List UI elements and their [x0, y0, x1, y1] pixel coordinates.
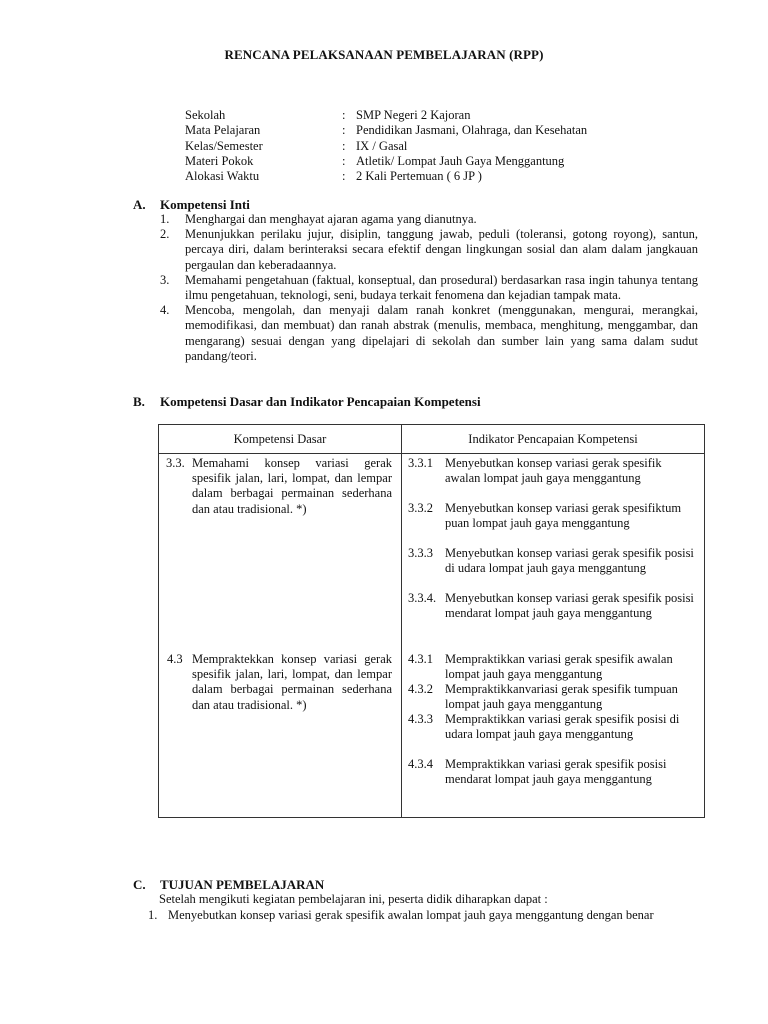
indicator-number: 3.3.4. [408, 591, 437, 605]
identity-colon: : [342, 108, 346, 122]
kompetensi-inti-list [160, 212, 698, 364]
identity-value: SMP Negeri 2 Kajoran [356, 108, 471, 122]
indicator-number: 4.3.4 [408, 757, 433, 771]
indicator-number: 3.3.1 [408, 456, 433, 470]
indicator-item [408, 591, 698, 621]
identity-label: Alokasi Waktu [185, 169, 260, 184]
kd-number: 3.3. [166, 456, 185, 470]
list-text: Mencoba, mengolah, dan menyaji dalam ranah konkret (menggunakan, mengurai, merangkai, memodifikasi, dan membuat) dan ranah abstrak (menulis, membaca, menghitung, menggambar, dan mengarang) sesuai dengan yang dipelajari di sekolah dan sumber lain yang sama dalam sudut pandang/teori. [185, 303, 698, 363]
identity-colon: : [342, 138, 346, 153]
table-header-kd: Kompetensi Dasar [159, 425, 402, 454]
section-title: Kompetensi Dasar dan Indikator Pencapaian Kompetensi [160, 394, 481, 409]
indicator-item [408, 652, 698, 682]
identity-row-mata-pelajaran [185, 123, 587, 138]
list-number: 2. [160, 227, 170, 242]
list-text: Memahami pengetahuan (faktual, konseptual, dan prosedural) berdasarkan rasa ingin tahunya tentang ilmu pengetahuan, teknologi, seni, budaya terkait fenomena dan kejadian tampak mata. [185, 272, 698, 303]
identity-value: Atletik/ Lompat Jauh Gaya Menggantung [356, 153, 565, 168]
list-text: Menyebutkan konsep variasi gerak spesifik awalan lompat jauh gaya menggantung dengan benar [168, 908, 654, 922]
identity-colon: : [342, 123, 346, 138]
indicator-text: Mempraktikkanvariasi gerak spesifik tumpuan lompat jauh gaya menggantung [445, 682, 678, 712]
kd-indicator-table [158, 424, 705, 818]
list-number: 4. [160, 303, 170, 318]
section-letter: A. [133, 197, 146, 212]
indicator-text: Menyebutkan konsep variasi gerak spesifik awalan lompat jauh gaya menggantung [445, 456, 662, 486]
kd-text: Mempraktekkan konsep variasi gerak spesifik jalan, lari, lompat, dan lempar dalam berbagai permainan sederhana dan atau tradisional. *) [192, 652, 392, 712]
identity-colon: : [342, 153, 346, 168]
list-number: 3. [160, 272, 170, 287]
identity-row-materi-pokok [185, 154, 587, 169]
identity-row-alokasi-waktu [185, 169, 587, 184]
indicator-text: Mempraktikkan variasi gerak spesifik posisi di udara lompat jauh gaya menggantung [445, 712, 680, 742]
indicator-item [408, 546, 698, 576]
indicator-item [408, 757, 698, 787]
list-number: 1. [160, 212, 170, 226]
indicator-item [408, 501, 698, 531]
indicator-item [408, 456, 698, 486]
identity-row-sekolah [185, 108, 587, 123]
indicator-text: Menyebutkan konsep variasi gerak spesifik posisi di udara lompat jauh gaya menggantung [445, 546, 694, 576]
section-a-heading [133, 197, 250, 213]
tujuan-item [148, 908, 708, 923]
identity-colon: : [342, 169, 346, 184]
identity-label: Materi Pokok [185, 153, 254, 168]
list-text: Menunjukkan perilaku jujur, disiplin, tanggung jawab, peduli (toleransi, gotong royong), santun, percaya diri, dalam berinteraksi secara efektif dengan lingkungan sosial dan alam dalam jangkauan pergaulan dan keberadaannya. [185, 227, 698, 272]
indicator-item [408, 712, 698, 742]
kd-cell [159, 454, 402, 818]
list-text: Menghargai dan menghayat ajaran agama yang dianutnya. [185, 212, 477, 226]
list-item [160, 227, 698, 273]
table-header-row [159, 425, 705, 454]
list-item [160, 303, 698, 364]
list-item [160, 273, 698, 303]
tujuan-intro: Setelah mengikuti kegiatan pembelajaran ini, peserta didik diharapkan dapat : [159, 892, 548, 906]
kd-item [166, 456, 392, 517]
list-item [160, 212, 698, 227]
indicator-text: Menyebutkan konsep variasi gerak spesifiktum puan lompat jauh gaya menggantung [445, 501, 682, 531]
identity-label: Mata Pelajaran [185, 123, 261, 138]
indicator-text: Mempraktikkan variasi gerak spesifik posisi mendarat lompat jauh gaya menggantung [445, 757, 667, 787]
document-title: RENCANA PELAKSANAAN PEMBELAJARAN (RPP) [224, 47, 544, 62]
section-title: TUJUAN PEMBELAJARAN [160, 877, 325, 892]
indicator-number: 4.3.3 [408, 712, 433, 726]
identity-row-kelas-semester [185, 139, 587, 154]
section-letter: B. [133, 394, 145, 409]
section-c-heading [133, 877, 324, 893]
kd-number: 4.3 [167, 652, 183, 666]
section-letter: C. [133, 877, 146, 892]
indicator-text: Mempraktikkan variasi gerak spesifik awalan lompat jauh gaya menggantung [445, 652, 673, 682]
identity-label: Sekolah [185, 108, 226, 122]
table-row [159, 454, 705, 818]
table-header-indicator: Indikator Pencapaian Kompetensi [402, 425, 705, 454]
identity-value: IX / Gasal [356, 138, 408, 153]
section-title: Kompetensi Inti [160, 197, 250, 212]
indicator-number: 4.3.2 [408, 682, 433, 696]
section-b-heading [133, 394, 481, 410]
identity-block [185, 108, 587, 184]
indicator-number: 3.3.2 [408, 501, 433, 515]
identity-label: Kelas/Semester [185, 138, 263, 153]
kd-text-wrap [166, 456, 392, 517]
list-number: 1. [148, 908, 158, 922]
identity-value: 2 Kali Pertemuan ( 6 JP ) [356, 169, 482, 184]
identity-value: Pendidikan Jasmani, Olahraga, dan Kesehatan [356, 123, 588, 138]
indicator-number: 4.3.1 [408, 652, 433, 666]
kd-text: Memahami konsep variasi gerak spesifik jalan, lari, lompat, dan lempar dalam berbagai permainan sederhana dan atau tradisional. *) [192, 456, 392, 516]
indicator-item [408, 682, 698, 712]
indicator-number: 3.3.3 [408, 546, 433, 560]
indicator-cell [402, 454, 705, 818]
kd-item [167, 652, 392, 713]
indicator-text: Menyebutkan konsep variasi gerak spesifik posisi mendarat lompat jauh gaya menggantung [445, 591, 694, 621]
kd-text-wrap [167, 652, 392, 713]
